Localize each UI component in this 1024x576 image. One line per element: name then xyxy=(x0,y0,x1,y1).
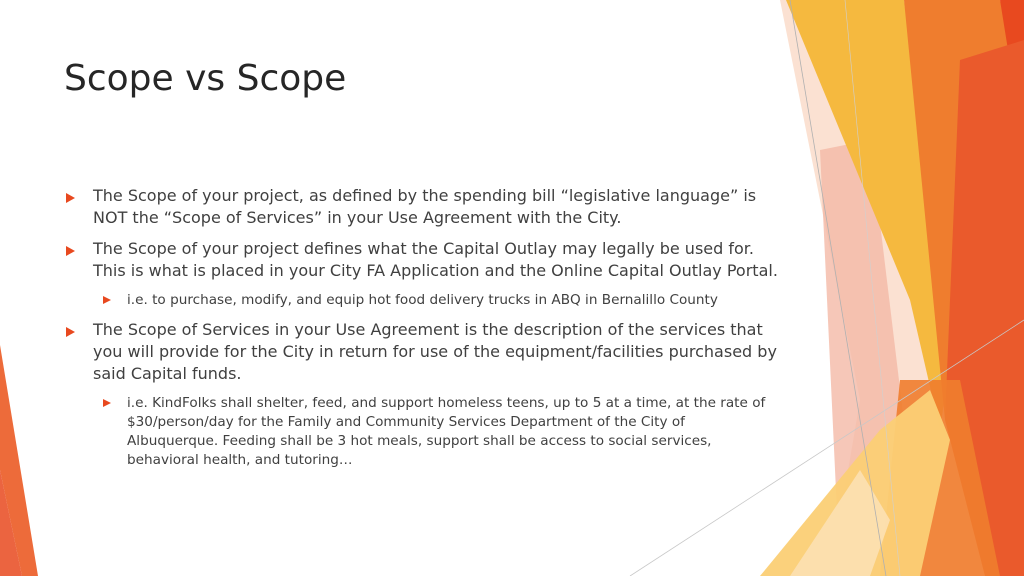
bullet-item-project-scope xyxy=(66,185,778,229)
bullet-text: The Scope of Services in your Use Agreement is the description of the services that you will provide for the City in return for use of the equipment/facilities purchased by said Capital funds. xyxy=(93,320,777,383)
sub-bullet-item-example-kindfolks xyxy=(66,394,778,470)
bullet-item-capital-outlay xyxy=(66,238,778,282)
bullet-text: The Scope of your project, as defined by the spending bill “legislative language” is NOT the “Scope of Services” in your Use Agreement with the City. xyxy=(93,186,757,227)
sub-bullet-text: i.e. to purchase, modify, and equip hot food delivery trucks in ABQ in Bernalillo County xyxy=(127,292,718,308)
bullet-arrow-icon xyxy=(66,193,75,203)
bullet-item-scope-of-services xyxy=(66,319,778,385)
slide-title: Scope vs Scope xyxy=(64,58,347,99)
sub-bullet-arrow-icon xyxy=(103,399,111,407)
bullet-list xyxy=(66,185,778,479)
bullet-arrow-icon xyxy=(66,327,75,337)
bullet-text: The Scope of your project defines what the Capital Outlay may legally be used for. This is what is placed in your City FA Application and the Online Capital Outlay Portal. xyxy=(93,239,778,280)
sub-bullet-arrow-icon xyxy=(103,296,111,304)
bullet-arrow-icon xyxy=(66,246,75,256)
sub-bullet-text: i.e. KindFolks shall shelter, feed, and support homeless teens, up to 5 at a time, at the rate of $30/person/day for the Family and Community Services Department of the City of Albuquerque. Feeding shall be 3 hot meals, support shall be access to social services, behavioral health, and tutoring… xyxy=(127,395,766,468)
sub-bullet-item-example-trucks xyxy=(66,291,778,310)
